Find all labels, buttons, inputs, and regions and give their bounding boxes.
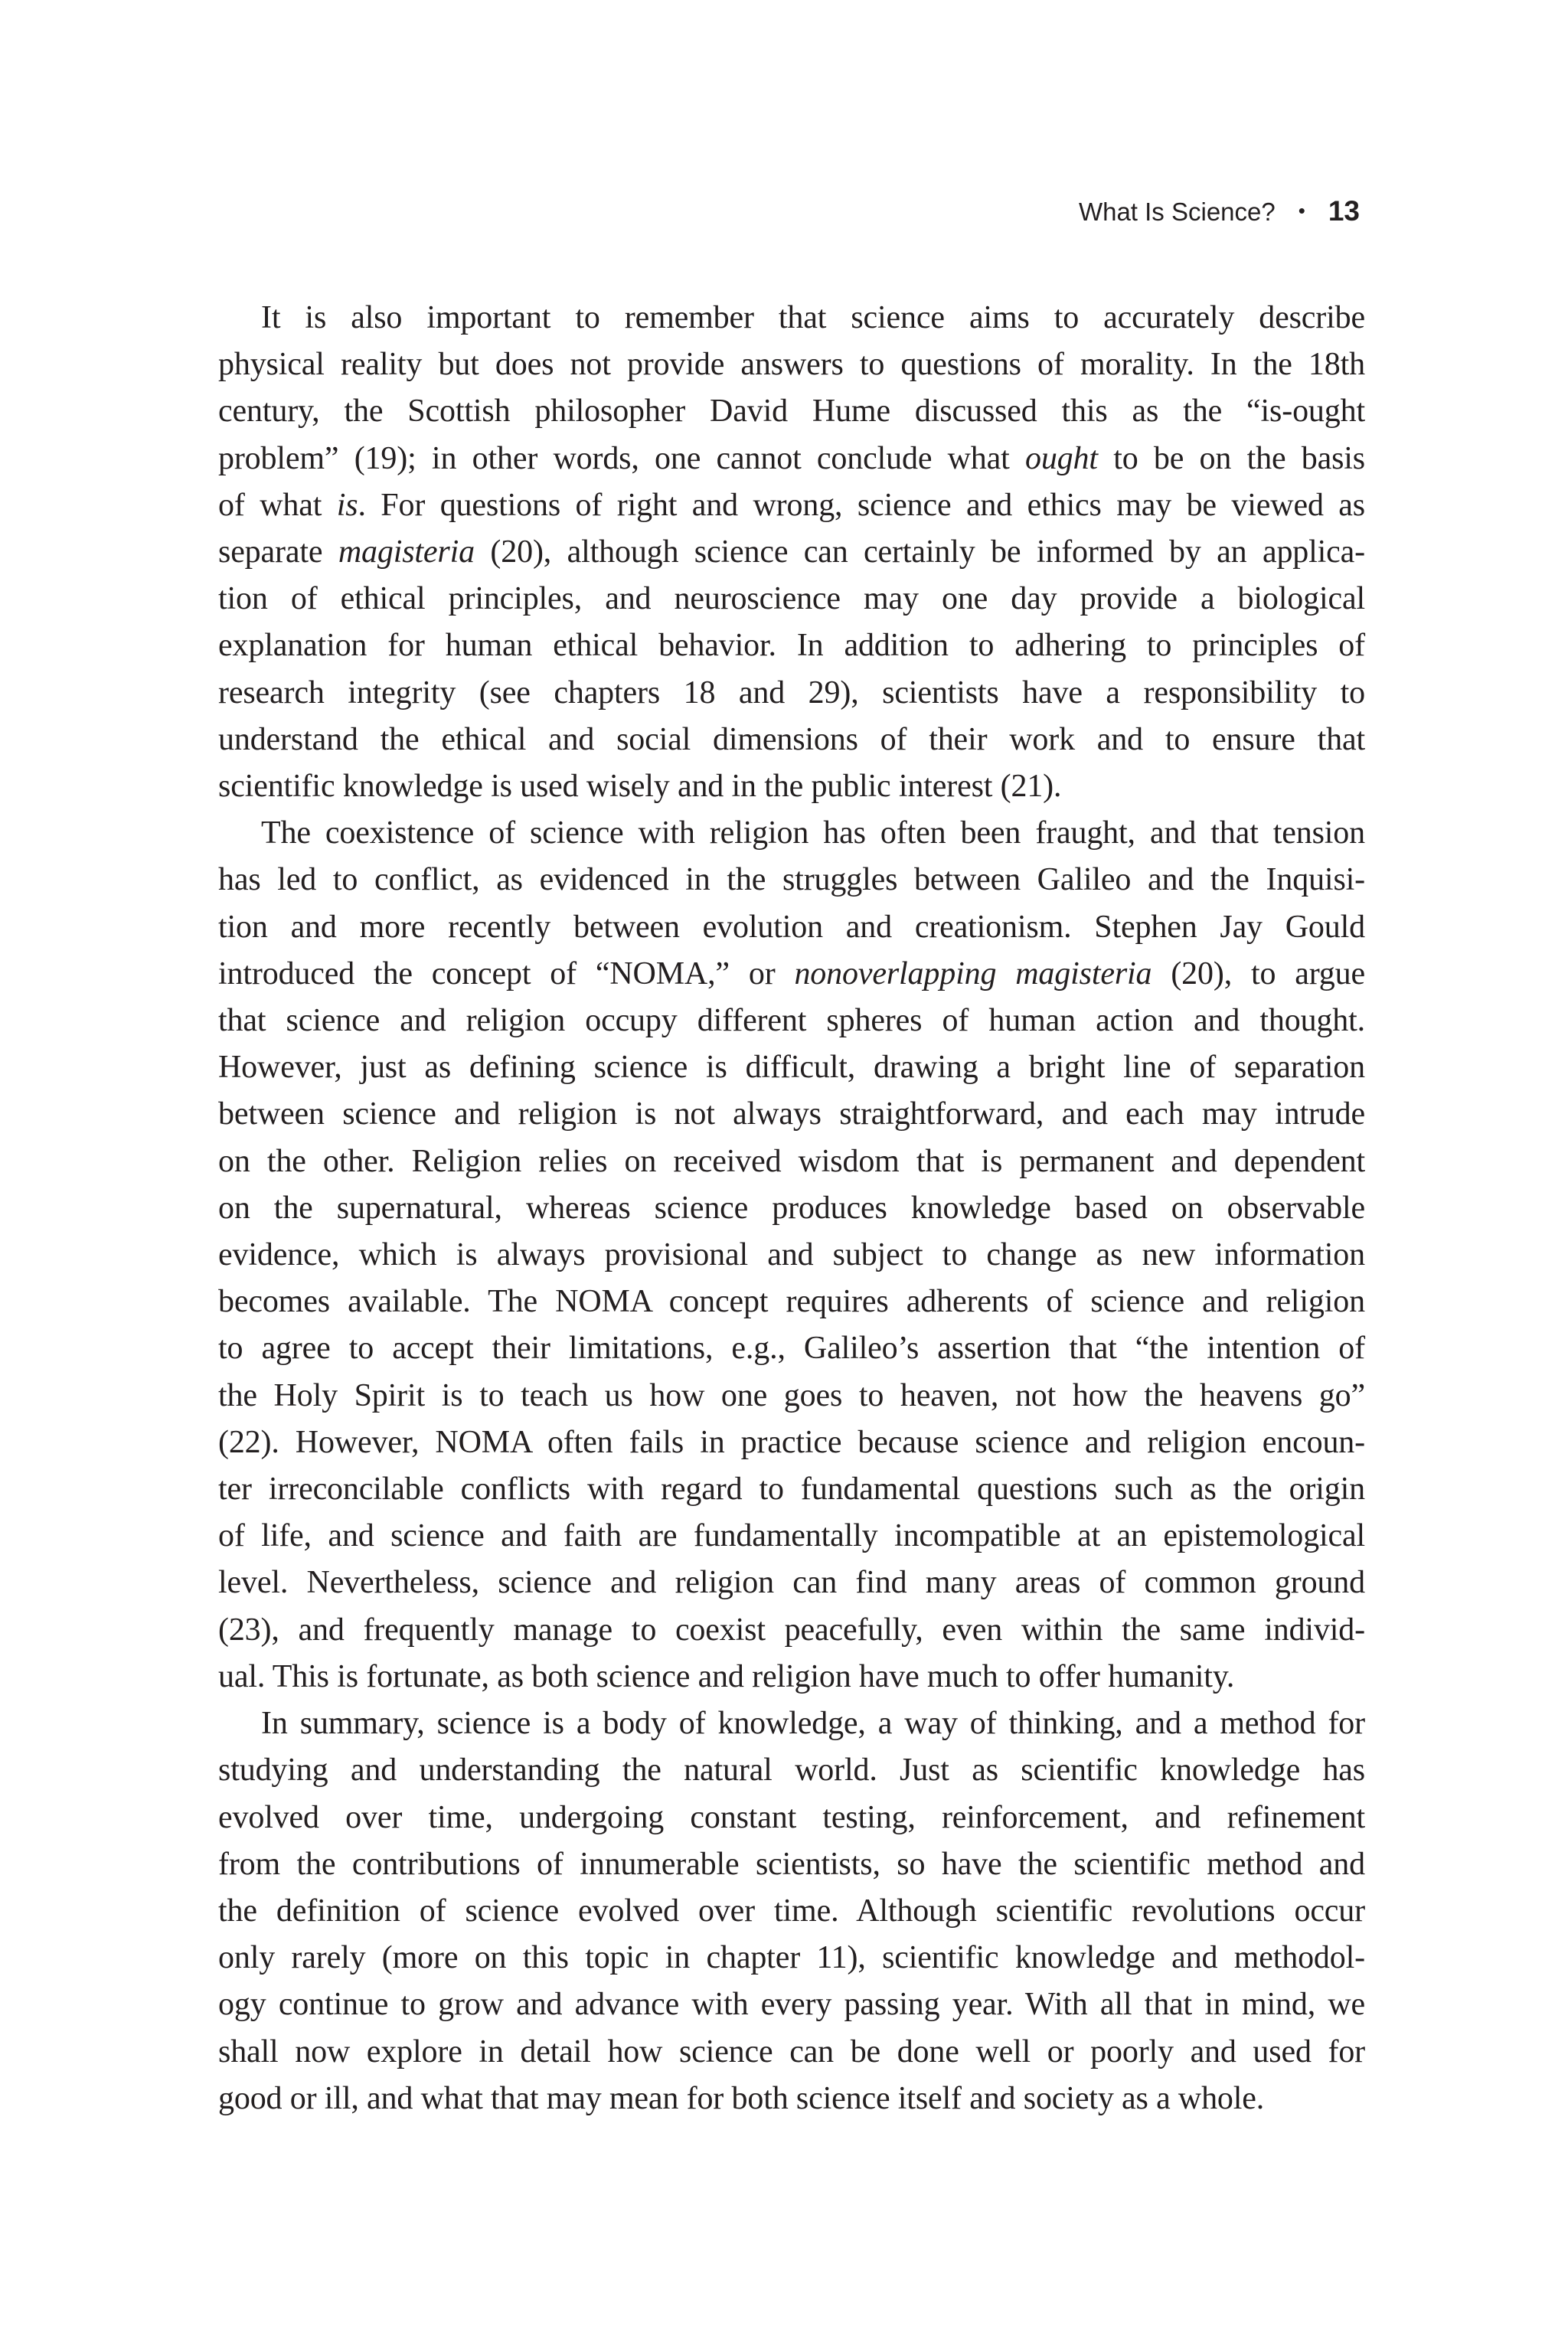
text-line: that science and religion occupy different spheres of human action and thought.: [218, 1003, 1365, 1039]
page-number: 13: [1328, 195, 1360, 227]
italic-term: nonoverlapping magisteria: [794, 956, 1152, 991]
italic-term: ought: [1024, 440, 1098, 476]
text-line: (23), and frequently manage to coexist peacefully, even within the same individ-: [218, 1612, 1365, 1648]
text-line: good or ill, and what that may mean for both science itself and society as a whole.: [218, 2080, 1265, 2116]
text-line: In summary, science is a body of knowledge, a way of thinking, and a method for: [261, 1706, 1365, 1742]
text-line: ual. This is fortunate, as both science and religion have much to offer humanity.: [218, 1658, 1235, 1694]
paragraph-3: [218, 1700, 1365, 2122]
text-line: shall now explore in detail how science can be done well or poorly and used for: [218, 2034, 1365, 2069]
paragraph-1: [218, 295, 1365, 810]
text-line: century, the Scottish philosopher David Hume discussed this as the “is-ought: [218, 394, 1365, 430]
text-line: studying and understanding the natural world. Just as scientific knowledge has: [218, 1753, 1365, 1788]
italic-term: magisteria: [338, 534, 475, 570]
text-line: problem” (19); in other words, one cannot conclude what ought to be on the basis: [218, 440, 1365, 476]
text-line: research integrity (see chapters 18 and 29), scientists have a responsibility to: [218, 675, 1365, 710]
text-line: tion and more recently between evolution and creationism. Stephen Jay Gould: [218, 909, 1365, 945]
text-line: of life, and science and faith are fundamentally incompatible at an epistemological: [218, 1518, 1365, 1554]
text-line: on the supernatural, whereas science produces knowledge based on observable: [218, 1190, 1365, 1226]
text-line: the definition of science evolved over time. Although scientific revolutions occur: [218, 1893, 1365, 1929]
separator-bullet: •: [1298, 199, 1305, 222]
text-line: evolved over time, undergoing constant testing, reinforcement, and refinement: [218, 1799, 1365, 1835]
text-line: scientific knowledge is used wisely and in the public interest (21).: [218, 769, 1062, 805]
chapter-title: What Is Science?: [1078, 198, 1276, 226]
text-line: ogy continue to grow and advance with every passing year. With all that in mind, we: [218, 1987, 1365, 2023]
text-line: from the contributions of innumerable scientists, so have the scientific method and: [218, 1846, 1365, 1882]
text-line: ter irreconcilable conflicts with regard to fundamental questions such as the origin: [218, 1472, 1365, 1508]
text-line: evidence, which is always provisional and subject to change as new information: [218, 1237, 1365, 1273]
text-line: introduced the concept of “NOMA,” or nonoverlapping magisteria (20), to argue: [218, 956, 1366, 991]
text-line: of what is. For questions of right and wrong, science and ethics may be viewed as: [218, 487, 1365, 523]
text-line: However, just as defining science is difficult, drawing a bright line of separation: [218, 1050, 1365, 1086]
text-line: understand the ethical and social dimensions of their work and to ensure that: [218, 721, 1365, 757]
text-line: separate magisteria (20), although science can certainly be informed by an applica-: [218, 534, 1365, 570]
text-line: between science and religion is not always straightforward, and each may intrude: [218, 1096, 1365, 1132]
text-line: It is also important to remember that science aims to accurately describe: [261, 300, 1365, 335]
text-line: has led to conflict, as evidenced in the struggles between Galileo and the Inquisi-: [218, 862, 1365, 898]
text-line: on the other. Religion relies on received wisdom that is permanent and dependent: [218, 1143, 1365, 1179]
text-line: tion of ethical principles, and neuroscience may one day provide a biological: [218, 581, 1365, 617]
text-line: only rarely (more on this topic in chapter 11), scientific knowledge and methodol-: [218, 1940, 1365, 1976]
running-head: [1079, 194, 1360, 230]
text-line: to agree to accept their limitations, e.g., Galileo’s assertion that “the intention of: [218, 1331, 1365, 1367]
paragraph-2: [218, 810, 1365, 1700]
text-line: explanation for human ethical behavior. In addition to adhering to principles of: [218, 628, 1365, 664]
text-line: physical reality but does not provide answers to questions of morality. In the 18th: [218, 347, 1365, 383]
text-line: the Holy Spirit is to teach us how one goes to heaven, not how the heavens go”: [218, 1377, 1365, 1413]
body-text: [218, 295, 1365, 2122]
text-line: level. Nevertheless, science and religion can find many areas of common ground: [218, 1565, 1365, 1601]
text-line: (22). However, NOMA often fails in practice because science and religion encoun-: [218, 1424, 1365, 1460]
text-line: The coexistence of science with religion has often been fraught, and that tension: [261, 815, 1365, 851]
italic-term: is: [336, 487, 358, 523]
text-line: becomes available. The NOMA concept requires adherents of science and religion: [218, 1284, 1365, 1320]
